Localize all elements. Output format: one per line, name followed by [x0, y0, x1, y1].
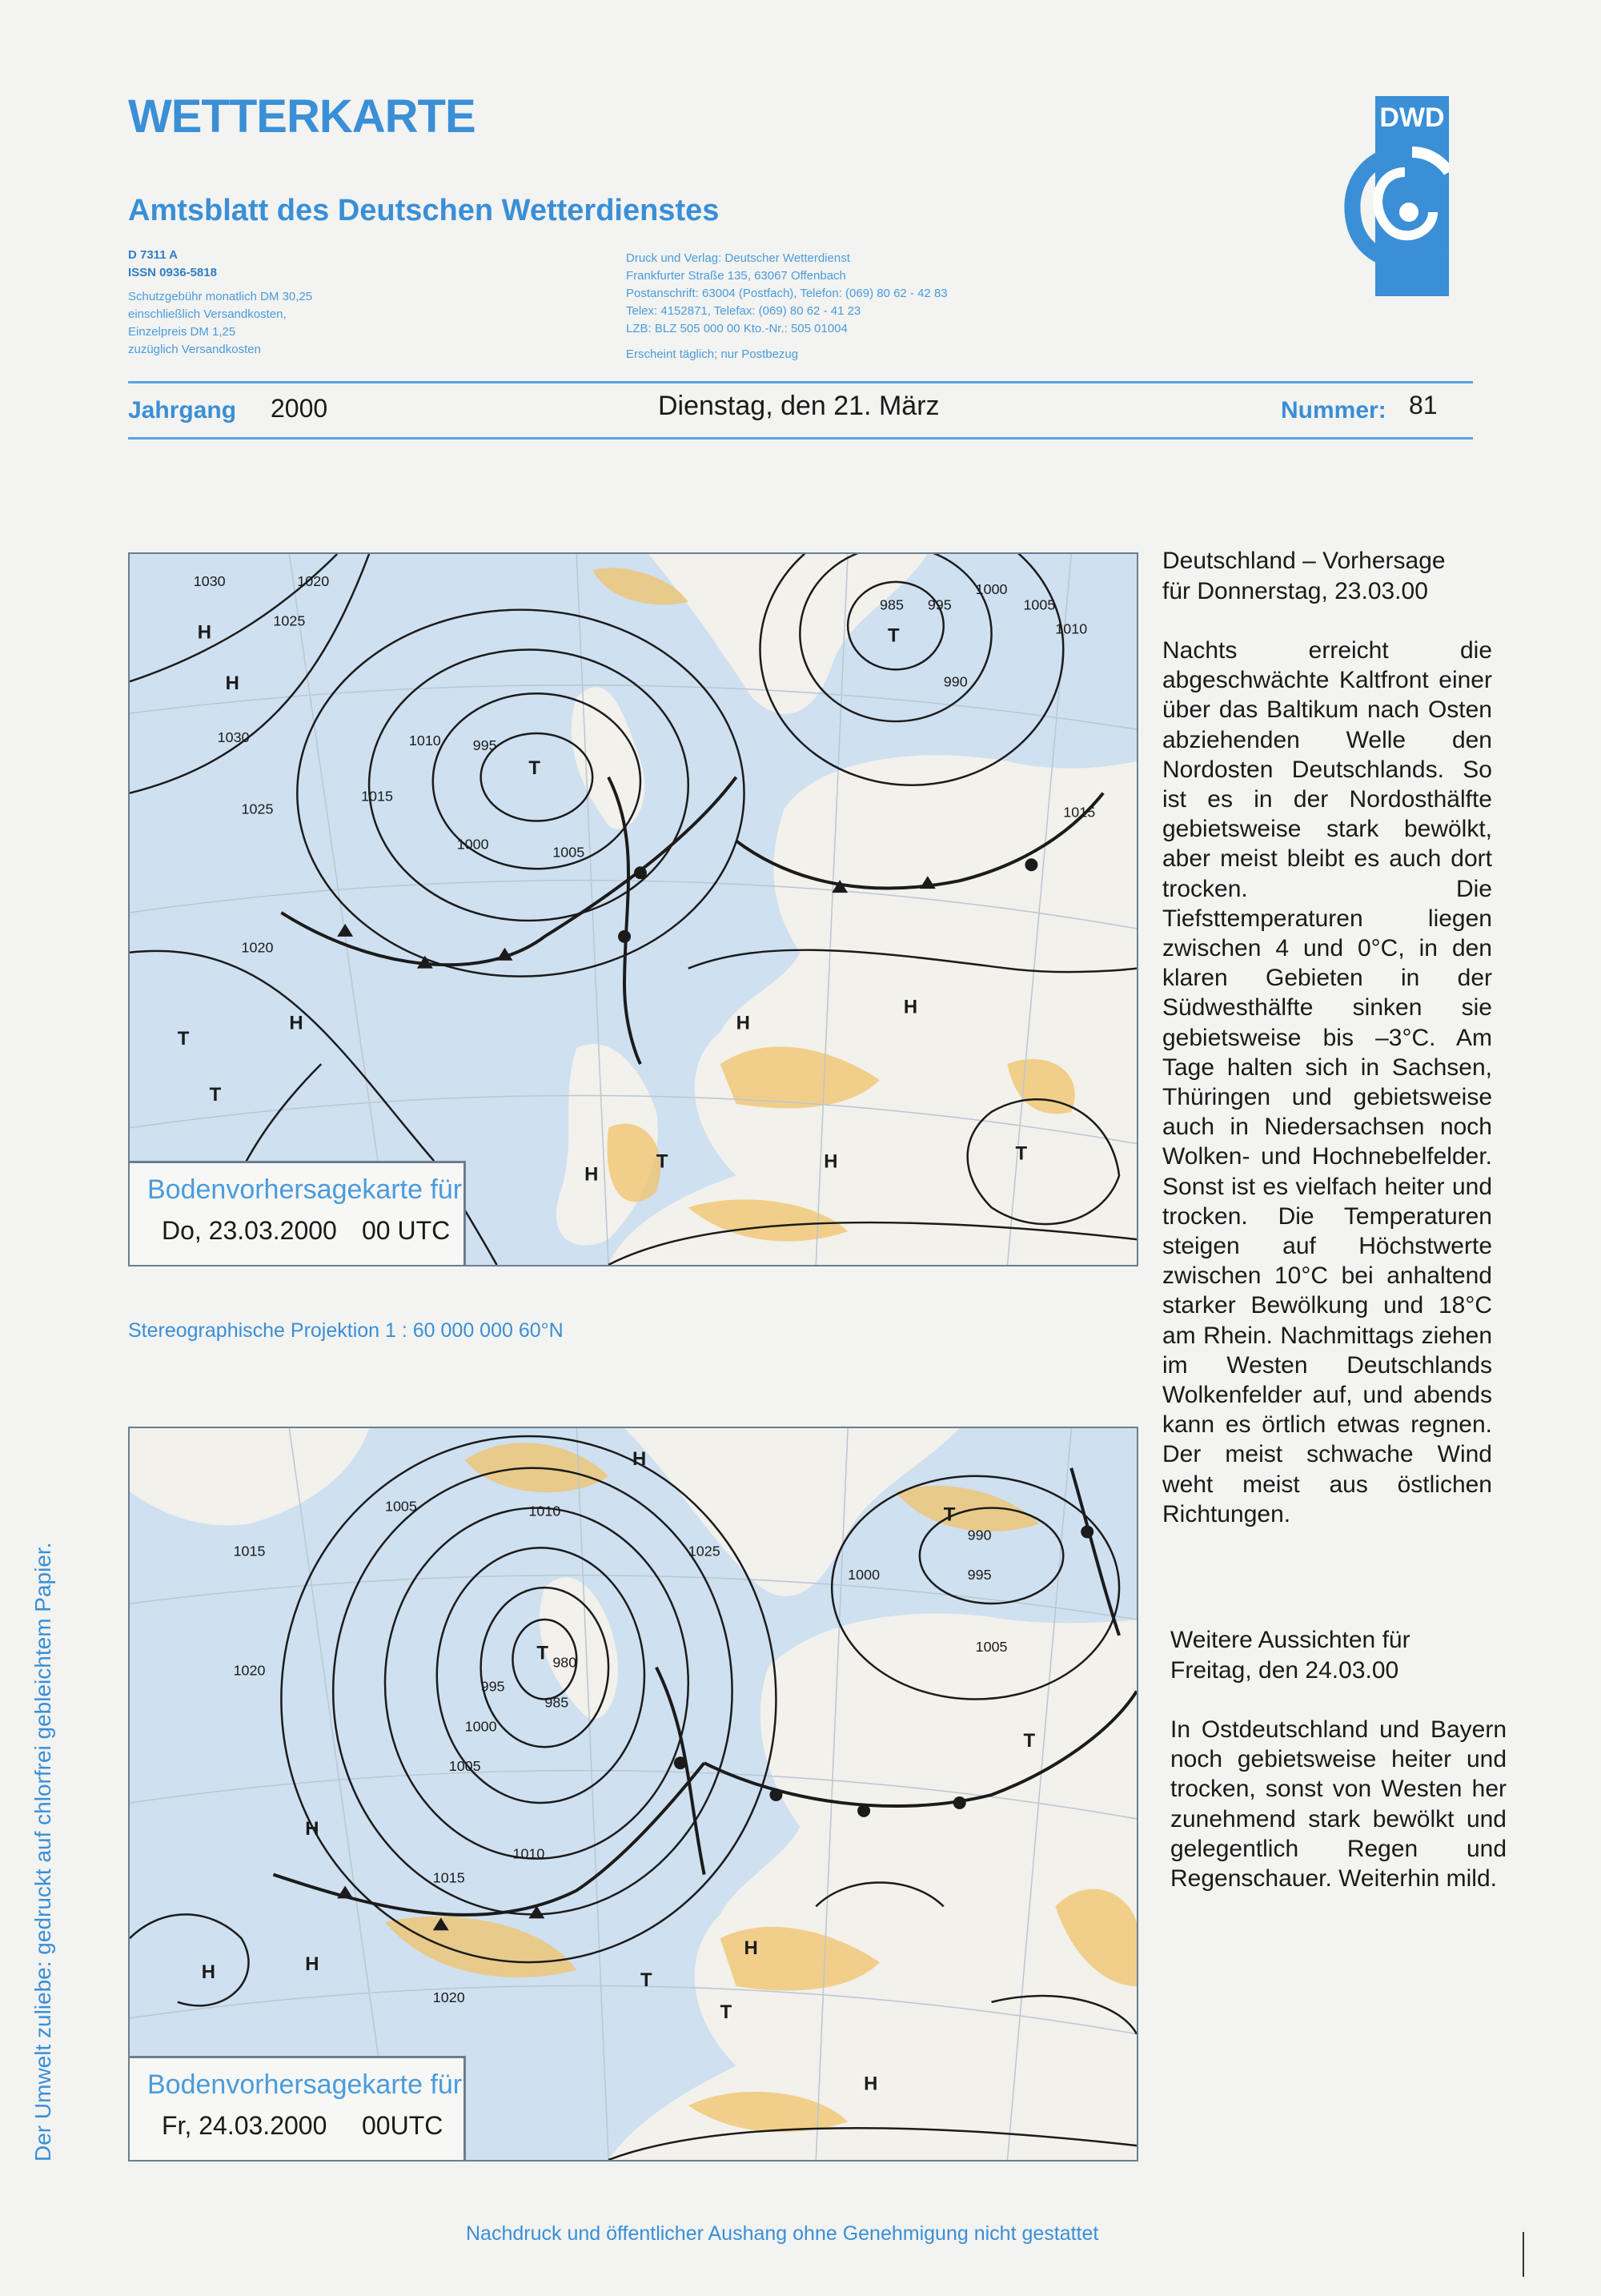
- forecast-heading-line: Deutschland – Vorhersage: [1162, 548, 1446, 574]
- isobar-label: 1005: [1023, 596, 1056, 613]
- copyright-footer: Nachdruck und öffentlicher Aushang ohne Genehmigung nicht gestattet: [466, 2222, 1099, 2245]
- isobar-label: 995: [967, 1567, 992, 1584]
- low-pressure-marker: T: [887, 624, 900, 647]
- isobar-label: 1020: [233, 1662, 266, 1679]
- high-pressure-marker: H: [736, 1012, 750, 1034]
- map-caption-date: Do, 23.03.2000: [162, 1216, 337, 1245]
- publisher-line: Druck und Verlag: Deutscher Wetterdienst: [626, 251, 850, 265]
- publication-subtitle: Amtsblatt des Deutschen Wetterdienstes: [128, 194, 720, 227]
- publication-code: D 7311 A: [128, 248, 178, 262]
- isobar-label: 985: [544, 1694, 569, 1711]
- outlook-text: In Ostdeutschland und Bayern noch gebietsweise heiter und trocken, sonst von Westen her zunehmend stark bewölkt und gelegentlich Regen und Regenschauer. Weiterhin mild.: [1170, 1716, 1507, 1893]
- forecast-text: Nachts erreicht die abgeschwächte Kaltfront einer über das Baltikum nach Osten abziehenden Welle den Nordosten Deutschlands. So ist es in der Nordosthälfte gebietsweise stark bewölkt, aber meist bleibt es auch dort trocken. Die Tiefsttemperaturen liegen zwischen 4 und 0°C, in den klaren Gebieten in der Südwesthälfte sinken sie gebietsweise bis –3°C. Am Tage halten sich in Sachsen, Thüringen und gebietsweise auch in Niedersachsen noch Wolken- und Hochnebelfelder. Sonst ist es vielfach heiter und trocken. Die Temperaturen steigen auf Höchstwerte zwischen 10°C bei anhaltend starker Bewölkung und 18°C am Rhein. Nachmittags ziehen im Westen Deutschlands Wolkenfelder auf, und abends kann es örtlich etwas regnen. Der meist schwache Wind weht meist aus östlichen Richtungen.: [1162, 637, 1492, 1527]
- isobar-label: 1010: [1055, 620, 1088, 637]
- isobar-label: 995: [472, 737, 497, 753]
- isobar-label: 1005: [552, 844, 585, 861]
- low-pressure-marker: T: [1015, 1142, 1028, 1165]
- publisher-line: LZB: BLZ 505 000 00 Kto.-Nr.: 505 01004: [626, 322, 848, 335]
- map-drawing: [130, 1428, 1137, 2160]
- isobar-label: 995: [927, 596, 952, 613]
- issn: ISSN 0936-5818: [128, 266, 217, 279]
- forecast-map-friday: [128, 1427, 1138, 2162]
- isobar-label: 1000: [456, 836, 489, 853]
- low-pressure-marker: T: [536, 1642, 548, 1664]
- isobar-label: 1020: [297, 572, 330, 589]
- divider: [128, 381, 1473, 383]
- forecast-heading-line: für Donnerstag, 23.03.00: [1162, 578, 1428, 604]
- outlook-heading-line: Weitere Aussichten für: [1170, 1627, 1410, 1653]
- high-pressure-marker: H: [225, 672, 239, 695]
- divider: [128, 437, 1473, 440]
- isobar-label: 1015: [1063, 804, 1096, 821]
- subscription-info: [128, 247, 448, 359]
- high-pressure-marker: H: [201, 1961, 215, 1983]
- edge-mark: [1523, 2232, 1524, 2277]
- outlook-heading-line: Freitag, den 24.03.00: [1170, 1657, 1399, 1684]
- outlook-heading: [1170, 1625, 1491, 1686]
- high-pressure-marker: H: [632, 1447, 647, 1470]
- publisher-line: Erscheint täglich; nur Postbezug: [626, 347, 799, 361]
- isobar-label: 1005: [448, 1758, 481, 1775]
- isobar-label: 1005: [975, 1638, 1008, 1655]
- isobar-label: 1010: [528, 1503, 561, 1519]
- low-pressure-marker: T: [177, 1028, 190, 1050]
- high-pressure-marker: H: [864, 2073, 878, 2095]
- low-pressure-marker: T: [720, 2001, 732, 2023]
- low-pressure-marker: T: [943, 1503, 956, 1526]
- isobar-label: 990: [967, 1527, 992, 1543]
- isobar-label: 1015: [361, 788, 393, 805]
- high-pressure-marker: H: [903, 996, 918, 1018]
- isobar-label: 1030: [193, 572, 226, 589]
- fee-line: zuzüglich Versandkosten: [128, 343, 261, 356]
- fee-line: Einzelpreis DM 1,25: [128, 325, 236, 339]
- logo-text: DWD: [1379, 102, 1445, 133]
- map-caption-title: Bodenvorhersagekarte für: [147, 1174, 463, 1205]
- forecast-heading: [1162, 546, 1483, 607]
- publication-title: WETTERKARTE: [128, 90, 475, 142]
- map-caption-date: Fr, 24.03.2000: [162, 2111, 327, 2140]
- year-value: 2000: [271, 394, 328, 423]
- high-pressure-marker: H: [305, 1817, 319, 1840]
- year-label: Jahrgang: [128, 397, 237, 423]
- isobar-label: 1010: [512, 1845, 545, 1862]
- map-caption: [130, 2056, 466, 2160]
- high-pressure-marker: H: [305, 1953, 319, 1976]
- map-caption: [130, 1161, 466, 1265]
- low-pressure-marker: T: [1023, 1730, 1036, 1752]
- projection-note: Stereographische Projektion 1 : 60 000 000 60°N: [128, 1319, 564, 1342]
- fee-line: Schutzgebühr monatlich DM 30,25: [128, 290, 313, 303]
- isobar-label: 1000: [464, 1718, 497, 1735]
- isobar-label: 1010: [408, 732, 441, 749]
- map-caption-time: 00UTC: [362, 2111, 443, 2140]
- publisher-info: [626, 250, 1138, 363]
- isobar-label: 985: [880, 596, 904, 613]
- high-pressure-marker: H: [744, 1937, 758, 1960]
- isobar-label: 1000: [848, 1567, 881, 1584]
- map-caption-title: Bodenvorhersagekarte für: [147, 2069, 463, 2100]
- isobar-label: 1015: [432, 1869, 465, 1886]
- environment-note: Der Umwelt zuliebe: gedruckt auf chlorfrei gebleichtem Papier.: [30, 1542, 55, 2162]
- low-pressure-marker: T: [209, 1083, 222, 1106]
- forecast-map-thursday: [128, 552, 1138, 1266]
- isobar-label: 1030: [217, 729, 250, 745]
- high-pressure-marker: H: [197, 621, 212, 644]
- low-pressure-marker: T: [640, 1969, 652, 1991]
- isobar-label: 1015: [233, 1543, 266, 1559]
- map-drawing: [130, 554, 1137, 1265]
- number-value: 81: [1409, 391, 1438, 419]
- publisher-line: Telex: 4152871, Telefax: (069) 80 62 - 41 23: [626, 304, 861, 318]
- publisher-line: Postanschrift: 63004 (Postfach), Telefon: (069) 80 62 - 42 83: [626, 287, 948, 300]
- isobar-label: 1000: [975, 580, 1008, 597]
- low-pressure-marker: T: [528, 757, 541, 779]
- isobar-label: 1005: [384, 1498, 417, 1515]
- dwd-logo: [1313, 96, 1449, 296]
- low-pressure-marker: T: [656, 1150, 668, 1173]
- isobar-label: 1020: [432, 1989, 465, 2005]
- publisher-line: Frankfurter Straße 135, 63067 Offenbach: [626, 269, 846, 283]
- high-pressure-marker: H: [584, 1163, 599, 1186]
- issue-date: Dienstag, den 21. März: [658, 391, 940, 421]
- high-pressure-marker: H: [824, 1150, 838, 1173]
- isobar-label: 1020: [241, 939, 274, 956]
- isobar-label: 980: [552, 1654, 577, 1671]
- fee-line: einschließlich Versandkosten,: [128, 307, 287, 321]
- isobar-label: 995: [480, 1678, 505, 1695]
- high-pressure-marker: H: [289, 1012, 303, 1034]
- isobar-label: 1025: [273, 612, 306, 629]
- isobar-label: 1025: [688, 1543, 720, 1559]
- isobar-label: 1025: [241, 801, 274, 817]
- map-caption-time: 00 UTC: [362, 1216, 451, 1245]
- number-label: Nummer:: [1281, 397, 1386, 423]
- isobar-label: 990: [943, 673, 968, 690]
